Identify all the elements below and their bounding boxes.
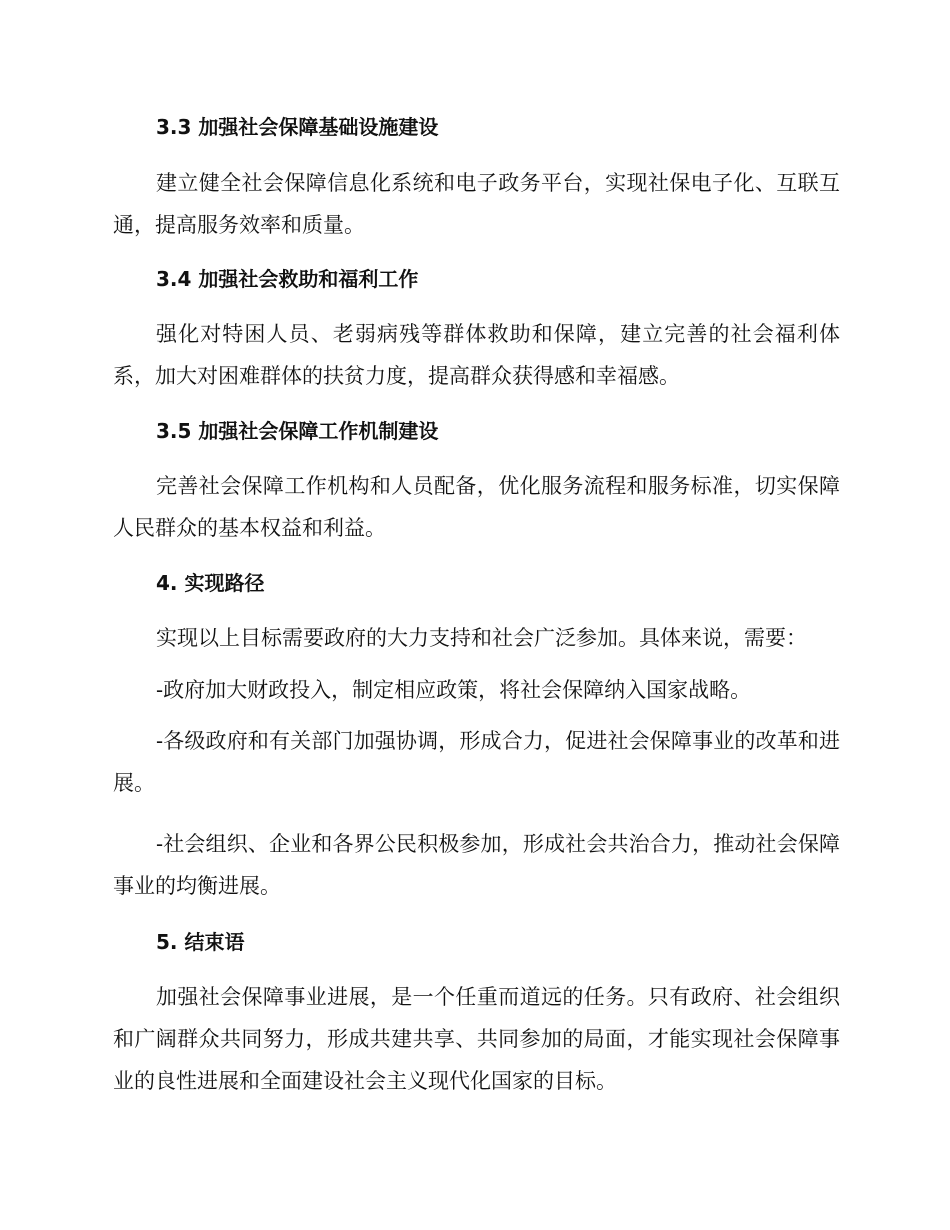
section-4-intro-paragraph: 实现以上目标需要政府的大力支持和社会广泛参加。具体来说，需要： bbox=[156, 626, 807, 650]
section-4-item-1: -政府加大财政投入，制定相应政策，将社会保障纳入国家战略。 bbox=[156, 678, 752, 702]
section-heading-3-4: 3.4 加强社会救助和福利工作 bbox=[156, 267, 419, 291]
section-3-4-paragraph: 强化对特困人员、老弱病残等群体救助和保障，建立完善的社会福利体系，加大对困难群体的扶贫力度，提高群众获得感和幸福感。 bbox=[113, 322, 840, 388]
section-4-item-3: -社会组织、企业和各界公民积极参加，形成社会共治合力，推动社会保障事业的均衡进展。 bbox=[113, 832, 840, 898]
section-4-item-2: -各级政府和有关部门加强协调，形成合力，促进社会保障事业的改革和进展。 bbox=[113, 729, 840, 795]
section-heading-5: 5. 结束语 bbox=[156, 930, 245, 954]
section-heading-3-3: 3.3 加强社会保障基础设施建设 bbox=[156, 115, 439, 139]
section-3-3-paragraph: 建立健全社会保障信息化系统和电子政务平台，实现社保电子化、互联互通，提高服务效率和质量。 bbox=[113, 171, 840, 237]
section-3-5-paragraph: 完善社会保障工作机构和人员配备，优化服务流程和服务标准，切实保障人民群众的基本权益和利益。 bbox=[113, 474, 840, 540]
section-5-paragraph: 加强社会保障事业进展，是一个任重而道远的任务。只有政府、社会组织和广阔群众共同努力，形成共建共享、共同参加的局面，才能实现社会保障事业的良性进展和全面建设社会主义现代化国家的目标。 bbox=[113, 985, 840, 1093]
section-heading-3-5: 3.5 加强社会保障工作机制建设 bbox=[156, 419, 439, 443]
section-heading-4: 4. 实现路径 bbox=[156, 571, 265, 595]
